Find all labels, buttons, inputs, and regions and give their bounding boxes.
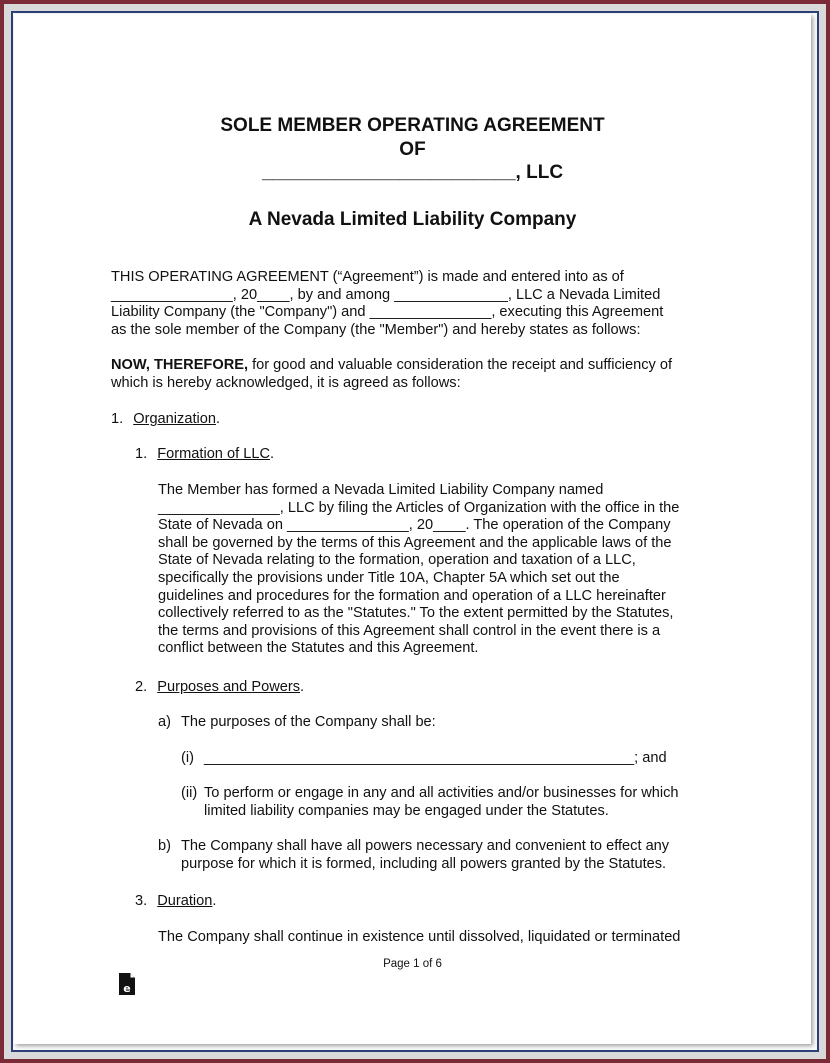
logo-letter: e xyxy=(123,982,131,995)
formation-line: The Member has formed a Nevada Limited Liability Company named xyxy=(158,482,604,498)
subsection-number: 1. xyxy=(135,446,148,462)
item-label: (i) xyxy=(181,750,194,766)
subsection-2-heading: 2. Purposes and Powers. xyxy=(135,679,305,695)
formation-line: State of Nevada on _______________, 20____. The operation of the Company xyxy=(158,517,671,534)
item-text: The purposes of the Company shall be: xyxy=(181,714,436,730)
intro-line: as the sole member of the Company (the "Member") and hereby states as follows: xyxy=(111,321,641,338)
item-b xyxy=(158,838,670,872)
title-line-3: ________________________, LLC xyxy=(261,162,564,183)
subsection-number: 3. xyxy=(135,893,148,909)
section-title: Organization xyxy=(133,411,216,427)
item-label: a) xyxy=(158,714,171,730)
item-line: To perform or engage in any and all activities and/or businesses for which xyxy=(204,785,679,801)
formation-line: State of Nevada relating to the formation, operation and taxation of a LLC, xyxy=(158,552,636,569)
subsection-number: 2. xyxy=(135,679,148,695)
page-footer: Page 1 of 6 xyxy=(383,958,442,970)
subsection-1-heading: 1. Formation of LLC. xyxy=(135,446,275,462)
subsection-title: Formation of LLC xyxy=(157,446,270,462)
formation-line: conflict between the Statutes and this Agreement. xyxy=(158,640,479,657)
intro-line: _______________, 20____, by and among ______________, LLC a Nevada Limited xyxy=(111,286,661,303)
intro-line: THIS OPERATING AGREEMENT (“Agreement”) is made and entered into as of xyxy=(111,269,624,285)
section-1-heading: 1. Organization. xyxy=(111,411,221,427)
formation-line: the terms and provisions of this Agreement shall control in the event there is a xyxy=(158,622,661,639)
item-a xyxy=(158,714,436,732)
item-label: (ii) xyxy=(181,785,198,801)
intro-paragraph xyxy=(111,269,663,339)
now-therefore-line2: which is hereby acknowledged, it is agreed as follows: xyxy=(111,374,461,391)
now-therefore-paragraph xyxy=(111,357,672,392)
subsection-title: Purposes and Powers xyxy=(157,679,301,695)
item-text: _____________________________________________________; and xyxy=(204,750,667,766)
subsection-title: Duration xyxy=(157,893,213,909)
formation-paragraph xyxy=(158,482,679,658)
item-line: purpose for which it is formed, including all powers granted by the Statutes. xyxy=(181,855,667,872)
item-line: The Company shall have all powers necessary and convenient to effect any xyxy=(181,838,670,854)
now-therefore-text: for good and valuable consideration the receipt and sufficiency of xyxy=(248,357,673,373)
item-i xyxy=(181,750,667,768)
item-label: b) xyxy=(158,838,171,854)
subtitle: A Nevada Limited Liability Company xyxy=(248,209,577,230)
formation-line: shall be governed by the terms of this Agreement and the applicable laws of the xyxy=(158,534,672,551)
item-ii xyxy=(181,785,679,819)
document-page xyxy=(14,14,811,1044)
subsection-3-heading: 3. Duration. xyxy=(135,893,217,909)
document-logo-icon xyxy=(118,972,136,996)
formation-line: guidelines and procedures for the formation and operation of a LLC hereinafter xyxy=(158,587,666,604)
now-therefore-bold: NOW, THEREFORE, xyxy=(111,357,249,373)
intro-line: Liability Company (the "Company") and _______________, executing this Agreement xyxy=(111,304,664,321)
section-number: 1. xyxy=(111,411,124,427)
duration-paragraph: The Company shall continue in existence until dissolved, liquidated or terminated xyxy=(158,929,681,945)
formation-line: _______________, LLC by filing the Articles of Organization with the office in the xyxy=(158,499,680,516)
title-line-2: OF xyxy=(399,139,426,160)
title-line-1: SOLE MEMBER OPERATING AGREEMENT xyxy=(220,115,605,136)
formation-line: specifically the provisions under Title 10A, Chapter 5A which set out the xyxy=(158,569,620,586)
item-line: limited liability companies may be engaged under the Statutes. xyxy=(204,802,609,819)
formation-line: collectively referred to as the "Statutes." To the extent permitted by the Statutes, xyxy=(158,605,674,622)
